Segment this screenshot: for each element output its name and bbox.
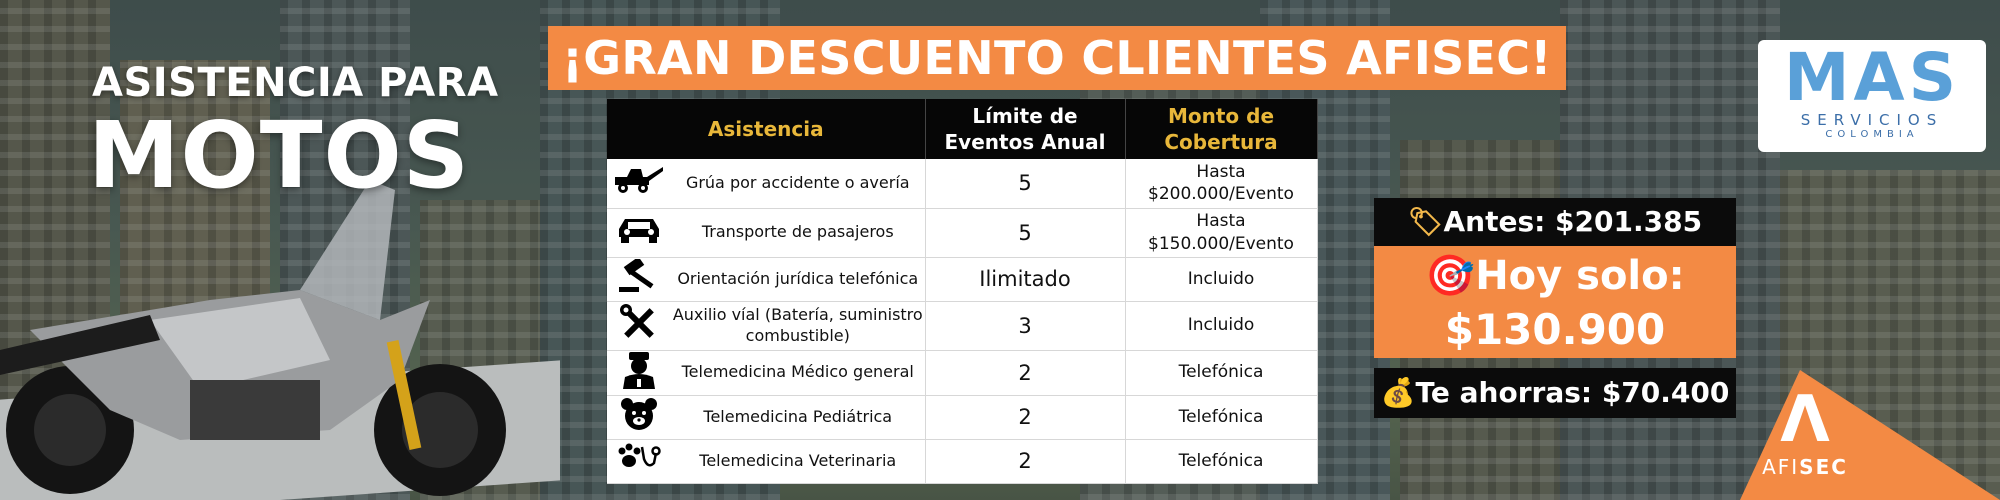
target-icon: 🎯: [1425, 253, 1476, 299]
teddy-bear-icon: [607, 397, 671, 437]
service-name: Auxilio víal (Batería, suministro combustible): [672, 304, 923, 345]
coverage-value: Incluido: [1125, 301, 1317, 350]
events-value: 2: [925, 395, 1125, 439]
header-limite: Límite de Eventos Anual: [925, 99, 1125, 159]
price-hoy: [1374, 246, 1736, 358]
price-ahorro: 💰Te ahorras: $70.400: [1374, 368, 1736, 418]
paw-stethoscope-icon: [607, 443, 671, 479]
tow-truck-icon: [607, 165, 671, 201]
service-name: Telemedicina Veterinaria: [699, 450, 897, 470]
hoy-label: Hoy solo:: [1475, 253, 1685, 299]
events-value: 2: [925, 439, 1125, 483]
price-antes: 🏷Antes: $201.385: [1374, 198, 1736, 246]
tools-icon: [607, 303, 671, 349]
table-row: [607, 208, 1317, 257]
afisec-mark-icon: Λ: [1780, 383, 1830, 457]
service-name: Telemedicina Pediátrica: [703, 406, 893, 426]
motorcycle-image: [0, 180, 540, 500]
coverage-value: Hasta $150.000/Evento: [1125, 208, 1317, 257]
events-value: 2: [925, 350, 1125, 395]
table-row: [607, 350, 1317, 395]
doctor-icon: [607, 351, 671, 395]
table-row: [607, 301, 1317, 350]
service-name: Transporte de pasajeros: [701, 222, 894, 242]
gavel-icon: [607, 259, 671, 299]
coverage-value: Telefónica: [1125, 350, 1317, 395]
table-row: [607, 257, 1317, 301]
events-value: 5: [925, 159, 1125, 208]
tag-icon: 🏷: [1407, 205, 1444, 238]
header-asistencia: Asistencia: [607, 99, 925, 159]
service-name: Grúa por accidente o avería: [685, 172, 910, 192]
mas-servicios-logo: MAS SERVICIOS COLOMBIA: [1758, 40, 1986, 152]
table-row: [607, 395, 1317, 439]
discount-headline: ¡GRAN DESCUENTO CLIENTES AFISEC!: [548, 26, 1566, 90]
coverage-value: Hasta $200.000/Evento: [1125, 159, 1317, 208]
table-row: [607, 439, 1317, 483]
afisec-logo: Λ AFISEC: [1750, 385, 1860, 479]
subtitle-asistencia: ASISTENCIA PARA: [92, 60, 499, 106]
money-bag-icon: 💰: [1380, 376, 1416, 409]
service-name: Telemedicina Médico general: [681, 362, 914, 382]
events-value: 5: [925, 208, 1125, 257]
table-row: [607, 159, 1317, 208]
coverage-value: Incluido: [1125, 257, 1317, 301]
table-header-row: [607, 99, 1317, 159]
header-monto: Monto de Cobertura: [1125, 99, 1317, 159]
coverage-table: [607, 99, 1318, 484]
events-value: Ilimitado: [925, 257, 1125, 301]
coverage-value: Telefónica: [1125, 439, 1317, 483]
service-name: Orientación jurídica telefónica: [677, 268, 919, 288]
hoy-price: $130.900: [1444, 305, 1666, 354]
car-icon: [607, 215, 671, 251]
coverage-value: Telefónica: [1125, 395, 1317, 439]
title-motos: MOTOS: [88, 102, 470, 209]
events-value: 3: [925, 301, 1125, 350]
